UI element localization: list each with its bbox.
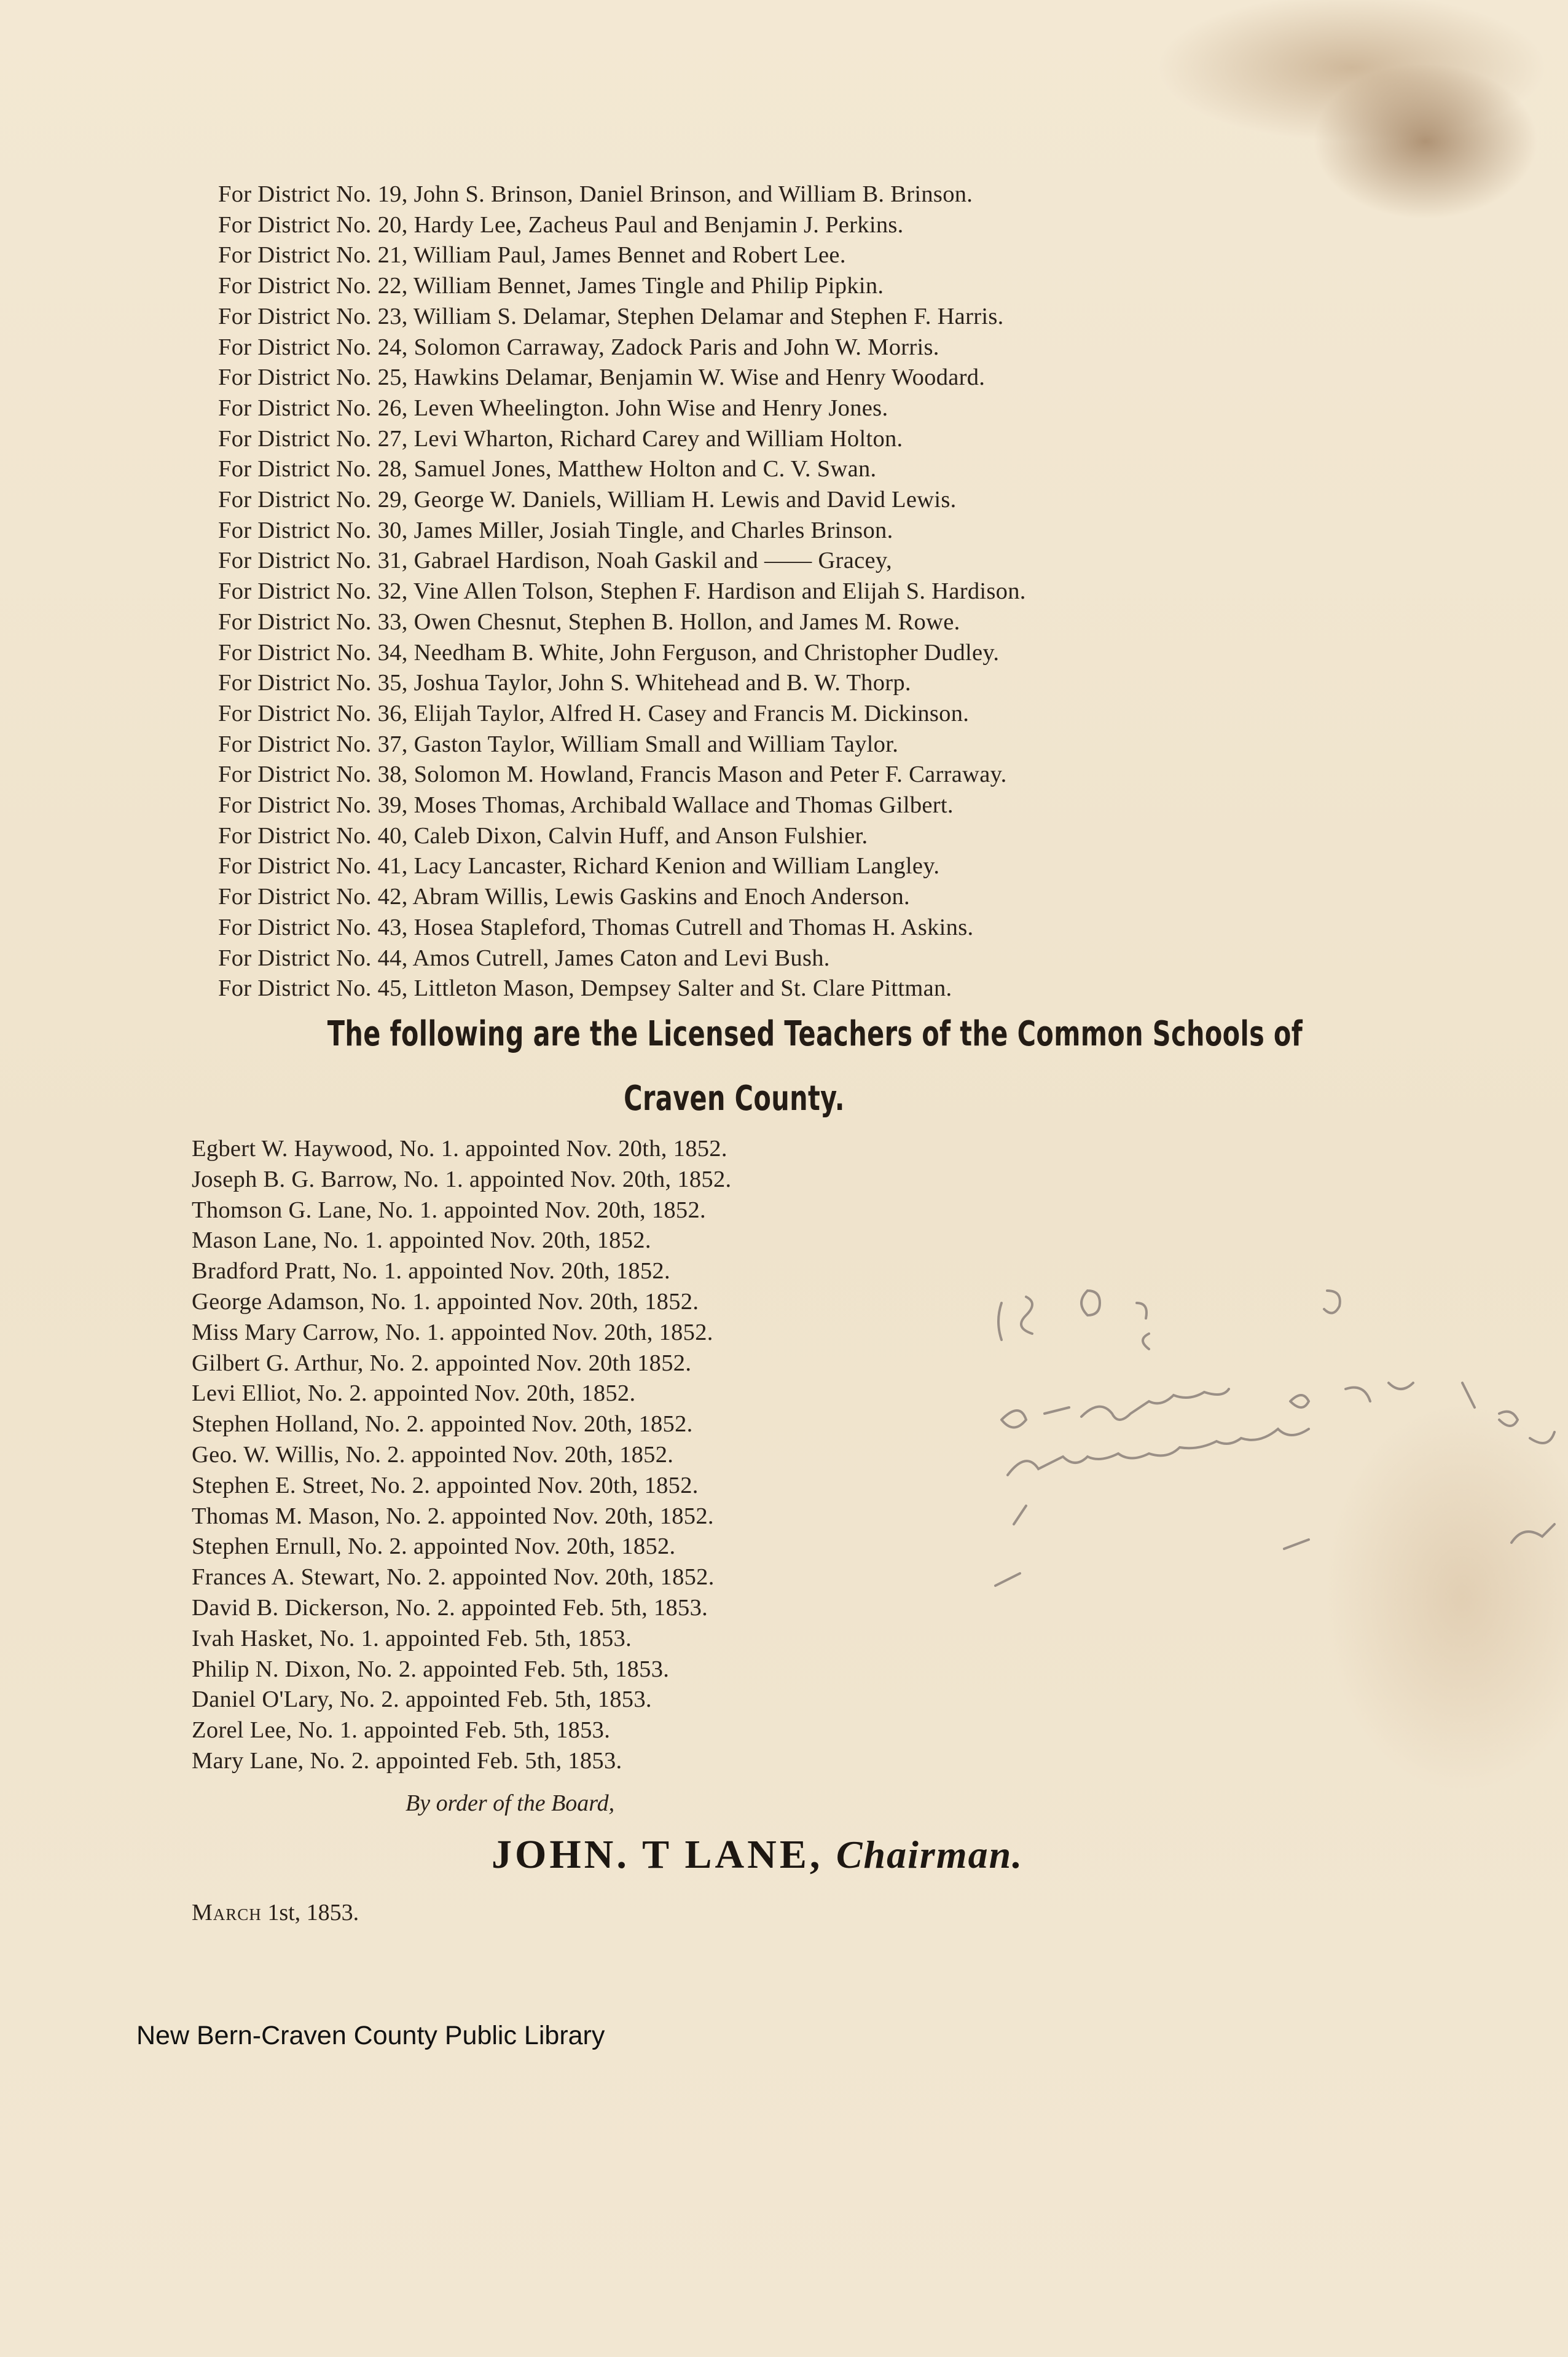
teacher-row: Frances A. Stewart, No. 2. appointed Nov. 20th, 1852.	[192, 1564, 715, 1591]
district-row: For District No. 28, Samuel Jones, Matthew Holton and C. V. Swan.	[218, 456, 877, 482]
pencil-marks-icon	[965, 1278, 1568, 1623]
district-committee-list	[218, 179, 1386, 1004]
district-row: For District No. 37, Gaston Taylor, William Small and William Taylor.	[218, 731, 899, 757]
teacher-row: Mason Lane, No. 1. appointed Nov. 20th, 1852.	[192, 1227, 651, 1254]
document-date	[192, 1899, 359, 1926]
teacher-row: Zorel Lee, No. 1. appointed Feb. 5th, 1853.	[192, 1717, 611, 1744]
district-row: For District No. 20, Hardy Lee, Zacheus Paul and Benjamin J. Perkins.	[218, 211, 904, 238]
district-row: For District No. 45, Littleton Mason, Dempsey Salter and St. Clare Pittman.	[218, 975, 952, 1002]
district-row: For District No. 33, Owen Chesnut, Stephen B. Hollon, and James M. Rowe.	[218, 608, 960, 635]
licensed-teachers-list	[192, 1134, 1052, 1777]
district-row: For District No. 29, George W. Daniels, William H. Lewis and David Lewis.	[218, 487, 957, 513]
district-row: For District No. 27, Levi Wharton, Richard Carey and William Holton.	[218, 425, 903, 452]
teacher-row: Stephen Ernull, No. 2. appointed Nov. 20th, 1852.	[192, 1533, 676, 1560]
teacher-row: Bradford Pratt, No. 1. appointed Nov. 20th, 1852.	[192, 1258, 670, 1285]
district-row: For District No. 36, Elijah Taylor, Alfred H. Casey and Francis M. Dickinson.	[218, 700, 970, 726]
teacher-row: Geo. W. Willis, No. 2. appointed Nov. 20th, 1852.	[192, 1441, 674, 1468]
teacher-row: Miss Mary Carrow, No. 1. appointed Nov. 20th, 1852.	[192, 1319, 713, 1345]
teacher-row: Mary Lane, No. 2. appointed Feb. 5th, 1853.	[192, 1747, 622, 1774]
district-row: For District No. 32, Vine Allen Tolson, Stephen F. Hardison and Elijah S. Hardison.	[218, 578, 1026, 605]
teacher-row: Philip N. Dixon, No. 2. appointed Feb. 5th, 1853.	[192, 1656, 670, 1682]
district-row: For District No. 42, Abram Willis, Lewis Gaskins and Enoch Anderson.	[218, 884, 910, 910]
district-row: For District No. 19, John S. Brinson, Daniel Brinson, and William B. Brinson.	[218, 181, 973, 207]
district-row: For District No. 23, William S. Delamar, Stephen Delamar and Stephen F. Harris.	[218, 303, 1004, 329]
teacher-row: Thomson G. Lane, No. 1. appointed Nov. 20th, 1852.	[192, 1197, 706, 1223]
by-order-line: By order of the Board,	[406, 1790, 615, 1816]
district-row: For District No. 24, Solomon Carraway, Zadock Paris and John W. Morris.	[218, 334, 939, 360]
district-row: For District No. 26, Leven Wheelington. John Wise and Henry Jones.	[218, 395, 888, 421]
district-row: For District No. 30, James Miller, Josiah Tingle, and Charles Brinson.	[218, 517, 893, 543]
section-heading-county: Craven County.	[624, 1079, 845, 1119]
teacher-row: Thomas M. Mason, No. 2. appointed Nov. 20th, 1852.	[192, 1503, 714, 1529]
district-row: For District No. 22, William Bennet, James Tingle and Philip Pipkin.	[218, 273, 884, 299]
district-row: For District No. 25, Hawkins Delamar, Benjamin W. Wise and Henry Woodard.	[218, 364, 986, 391]
section-heading: The following are the Licensed Teachers of the Common Schools of	[327, 1014, 1303, 1054]
district-row: For District No. 43, Hosea Stapleford, Thomas Cutrell and Thomas H. Askins.	[218, 914, 974, 940]
signature-line	[492, 1832, 1023, 1878]
district-row: For District No. 41, Lacy Lancaster, Richard Kenion and William Langley.	[218, 853, 940, 879]
district-row: For District No. 38, Solomon M. Howland, Francis Mason and Peter F. Carraway.	[218, 761, 1007, 788]
district-row: For District No. 39, Moses Thomas, Archibald Wallace and Thomas Gilbert.	[218, 792, 954, 819]
library-watermark: New Bern-Craven County Public Library	[136, 2021, 605, 2050]
date-day-year: 1st, 1853.	[267, 1900, 359, 1926]
date-month: March	[192, 1900, 262, 1926]
teacher-row: Stephen Holland, No. 2. appointed Nov. 20th, 1852.	[192, 1411, 693, 1438]
teacher-row: Stephen E. Street, No. 2. appointed Nov. 20th, 1852.	[192, 1472, 699, 1498]
teacher-row: Daniel O'Lary, No. 2. appointed Feb. 5th, 1853.	[192, 1686, 652, 1713]
district-row: For District No. 31, Gabrael Hardison, Noah Gaskil and —— Gracey,	[218, 548, 892, 574]
district-row: For District No. 21, William Paul, James Bennet and Robert Lee.	[218, 242, 846, 269]
teacher-row: George Adamson, No. 1. appointed Nov. 20th, 1852.	[192, 1288, 699, 1315]
district-row: For District No. 35, Joshua Taylor, John S. Whitehead and B. W. Thorp.	[218, 670, 911, 696]
teacher-row: David B. Dickerson, No. 2. appointed Feb. 5th, 1853.	[192, 1594, 708, 1621]
teacher-row: Levi Elliot, No. 2. appointed Nov. 20th, 1852.	[192, 1380, 636, 1407]
teacher-row: Egbert W. Haywood, No. 1. appointed Nov. 20th, 1852.	[192, 1136, 727, 1162]
district-row: For District No. 40, Caleb Dixon, Calvin Huff, and Anson Fulshier.	[218, 822, 868, 849]
signer-name: JOHN. T LANE,	[492, 1832, 823, 1877]
district-row: For District No. 34, Needham B. White, John Ferguson, and Christopher Dudley.	[218, 639, 1000, 666]
teacher-row: Ivah Hasket, No. 1. appointed Feb. 5th, 1853.	[192, 1625, 632, 1651]
teacher-row: Joseph B. G. Barrow, No. 1. appointed Nov. 20th, 1852.	[192, 1166, 732, 1192]
teacher-row: Gilbert G. Arthur, No. 2. appointed Nov. 20th 1852.	[192, 1350, 692, 1376]
signer-title: Chairman.	[836, 1833, 1024, 1876]
district-row: For District No. 44, Amos Cutrell, James Caton and Levi Bush.	[218, 945, 830, 971]
